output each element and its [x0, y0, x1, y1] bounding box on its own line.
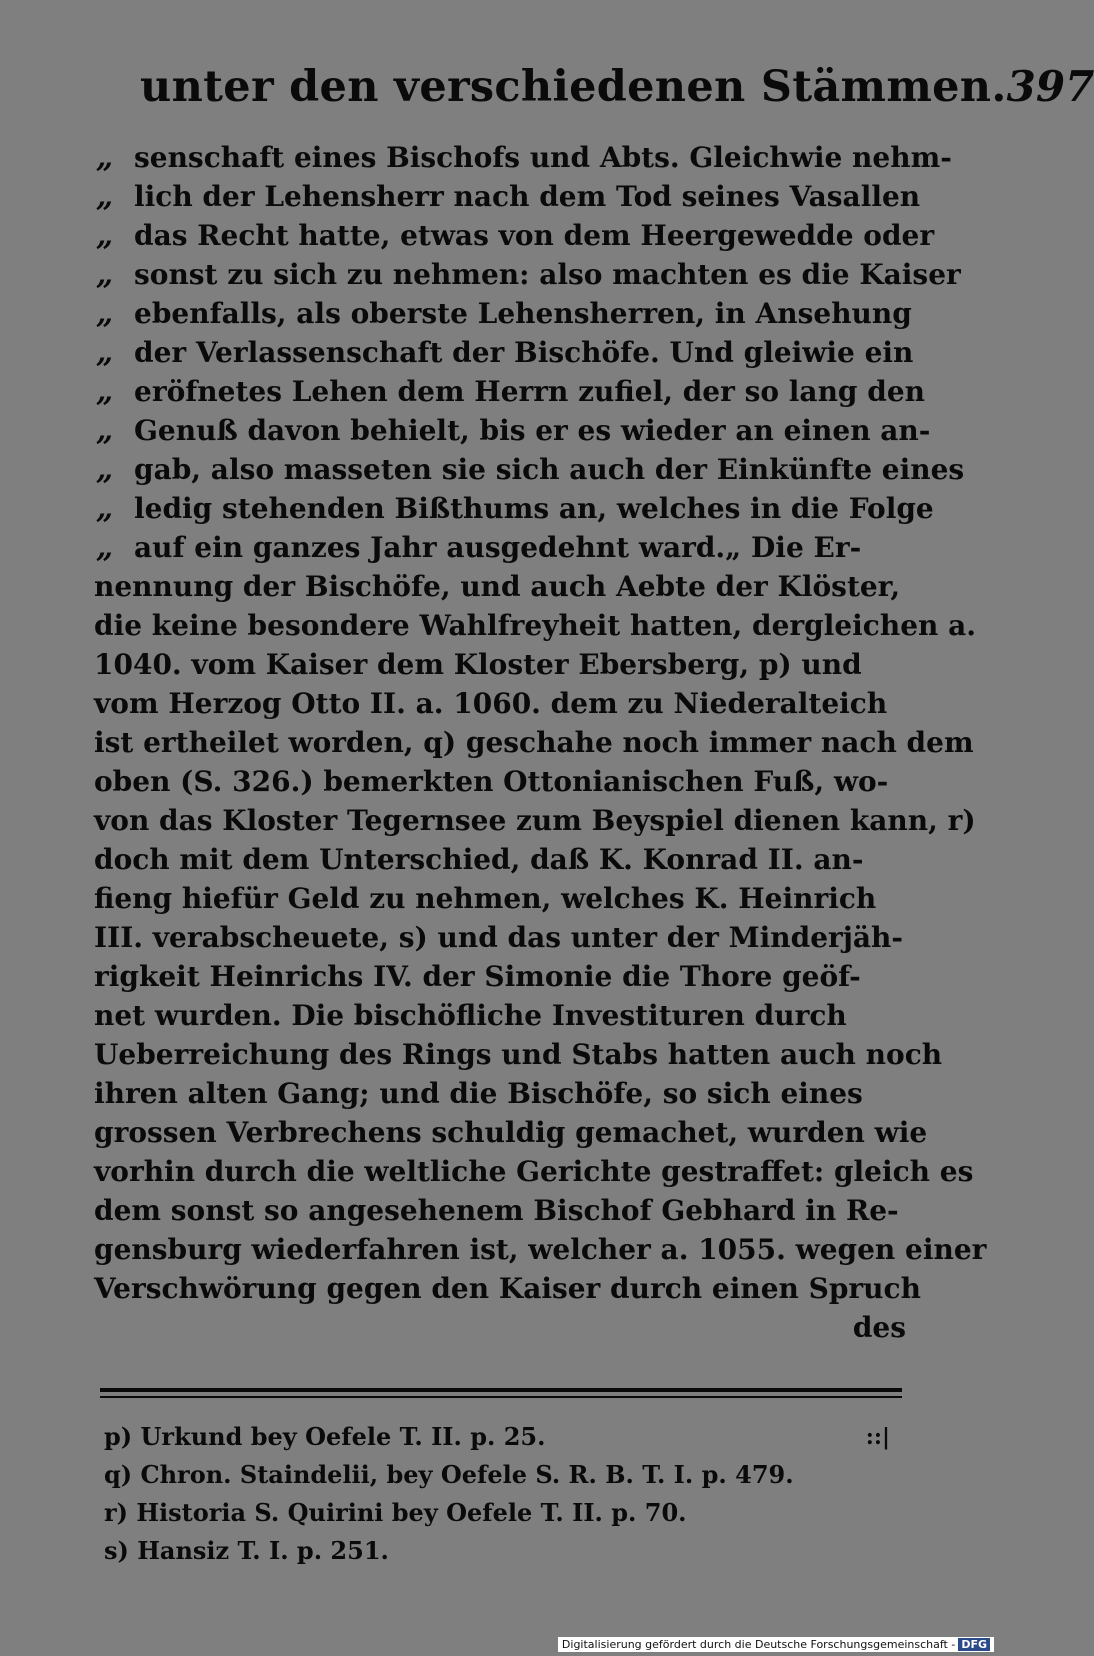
- line-text: oben (S. 326.) bemerkten Ottonianischen Fuß, wo-: [94, 765, 889, 798]
- text-line: [94, 684, 906, 723]
- quotation-mark: „: [96, 257, 114, 292]
- text-line: [94, 1269, 921, 1308]
- text-line: [94, 411, 931, 450]
- quotation-mark: „: [96, 413, 114, 448]
- quotation-mark: „: [96, 179, 114, 214]
- footnote: [104, 1456, 904, 1494]
- line-text: lich der Lehensherr nach dem Tod seines Vasallen: [134, 180, 921, 213]
- quotation-mark: „: [96, 530, 114, 565]
- line-text: die keine besondere Wahlfreyheit hatten, dergleichen a.: [94, 609, 977, 642]
- footnote: [104, 1418, 904, 1456]
- text-line: [94, 528, 906, 567]
- line-text: das Recht hatte, etwas von dem Heergewedde oder: [134, 219, 935, 252]
- text-line: [94, 645, 906, 684]
- text-line: [94, 879, 906, 918]
- line-text: III. verabscheuete, s) und das unter der Minderjäh-: [94, 921, 904, 954]
- text-line: [94, 1035, 943, 1074]
- text-line: [94, 138, 952, 177]
- text-line: [94, 1113, 928, 1152]
- footnote-text: q) Chron. Staindelii, bey Oefele S. R. B. T. I. p. 479.: [104, 1460, 794, 1489]
- text-line: [94, 996, 906, 1035]
- line-text: Ueberreichung des Rings und Stabs hatten auch noch: [94, 1038, 943, 1071]
- body-text: [94, 138, 987, 1347]
- catchword-line: [94, 1308, 906, 1347]
- line-text: sonst zu sich zu nehmen: also machten es die Kaiser: [134, 258, 961, 291]
- text-line: [94, 177, 921, 216]
- line-text: der Verlassenschaft der Bischöfe. Und gleiwie ein: [134, 336, 914, 369]
- footnote-rule-thin: [100, 1396, 902, 1398]
- footnotes: [104, 1418, 904, 1570]
- line-text: gab, also masseten sie sich auch der Einkünfte eines: [134, 453, 965, 486]
- line-text: gensburg wiederfahren ist, welcher a. 1055. wegen einer: [94, 1233, 987, 1266]
- digitization-credit: [558, 1637, 994, 1652]
- line-text: vom Herzog Otto II. a. 1060. dem zu Niederalteich: [94, 687, 888, 720]
- line-text: von das Kloster Tegernsee zum Beyspiel dienen kann, r): [94, 804, 976, 837]
- text-line: [94, 1152, 974, 1191]
- line-text: rigkeit Heinrichs IV. der Simonie die Thore geöf-: [94, 960, 861, 993]
- dfg-logo: DFG: [958, 1638, 990, 1651]
- line-text: ist ertheilet worden, q) geschahe noch immer nach dem: [94, 726, 974, 759]
- text-line: [94, 801, 976, 840]
- footnote: [104, 1494, 904, 1532]
- footnote: [104, 1532, 904, 1570]
- text-line: [94, 762, 906, 801]
- line-text: auf ein ganzes Jahr ausgedehnt ward.„ Die Er-: [134, 531, 862, 564]
- running-head: unter den verschiedenen Stämmen.: [140, 62, 1007, 112]
- page-header: [140, 62, 1094, 126]
- line-text: fieng hiefür Geld zu nehmen, welches K. Heinrich: [94, 882, 877, 915]
- text-line: [94, 333, 914, 372]
- line-text: senschaft eines Bischofs und Abts. Gleichwie nehm-: [134, 141, 952, 174]
- line-text: 1040. vom Kaiser dem Kloster Ebersberg, p) und: [94, 648, 862, 681]
- text-line: [94, 957, 906, 996]
- text-line: [94, 450, 965, 489]
- text-line: [94, 255, 961, 294]
- text-line: [94, 1074, 906, 1113]
- page-number: 397: [1006, 62, 1094, 111]
- text-line: [94, 1191, 906, 1230]
- margin-mark: ::|: [865, 1424, 890, 1450]
- quotation-mark: „: [96, 140, 114, 175]
- line-text: doch mit dem Unterschied, daß K. Konrad II. an-: [94, 843, 864, 876]
- text-line: [94, 216, 935, 255]
- text-line: [94, 918, 906, 957]
- text-line: [94, 840, 906, 879]
- text-line: [94, 294, 912, 333]
- line-text: ledig stehenden Bißthums an, welches in die Folge: [134, 492, 934, 525]
- line-text: grossen Verbrechens schuldig gemachet, wurden wie: [94, 1116, 928, 1149]
- footnote-text: r) Historia S. Quirini bey Oefele T. II. p. 70.: [104, 1498, 687, 1527]
- line-text: vorhin durch die weltliche Gerichte gestraffet: gleich es: [94, 1155, 974, 1188]
- quotation-mark: „: [96, 452, 114, 487]
- line-text: ebenfalls, als oberste Lehensherren, in Ansehung: [134, 297, 912, 330]
- footnote-text: p) Urkund bey Oefele T. II. p. 25.: [104, 1422, 546, 1451]
- quotation-mark: „: [96, 374, 114, 409]
- line-text: net wurden. Die bischöfliche Investituren durch: [94, 999, 847, 1032]
- line-text: dem sonst so angesehenem Bischof Gebhard in Re-: [94, 1194, 899, 1227]
- quotation-mark: „: [96, 491, 114, 526]
- quotation-mark: „: [96, 335, 114, 370]
- catchword: des: [852, 1311, 906, 1344]
- footnote-text: s) Hansiz T. I. p. 251.: [104, 1536, 389, 1565]
- line-text: Verschwörung gegen den Kaiser durch einen Spruch: [94, 1272, 921, 1305]
- text-line: [94, 489, 934, 528]
- text-line: [94, 372, 925, 411]
- text-line: [94, 723, 974, 762]
- credit-text: Digitalisierung gefördert durch die Deutsche Forschungsgemeinschaft -: [561, 1638, 956, 1651]
- text-line: [94, 606, 977, 645]
- line-text: eröfnetes Lehen dem Herrn zufiel, der so lang den: [134, 375, 925, 408]
- text-line: [94, 567, 906, 606]
- footnote-rule: [100, 1388, 902, 1392]
- line-text: nennung der Bischöfe, und auch Aebte der Klöster,: [94, 570, 901, 603]
- quotation-mark: „: [96, 296, 114, 331]
- quotation-mark: „: [96, 218, 114, 253]
- line-text: ihren alten Gang; und die Bischöfe, so sich eines: [94, 1077, 863, 1110]
- text-line: [94, 1230, 987, 1269]
- line-text: Genuß davon behielt, bis er es wieder an einen an-: [134, 414, 931, 447]
